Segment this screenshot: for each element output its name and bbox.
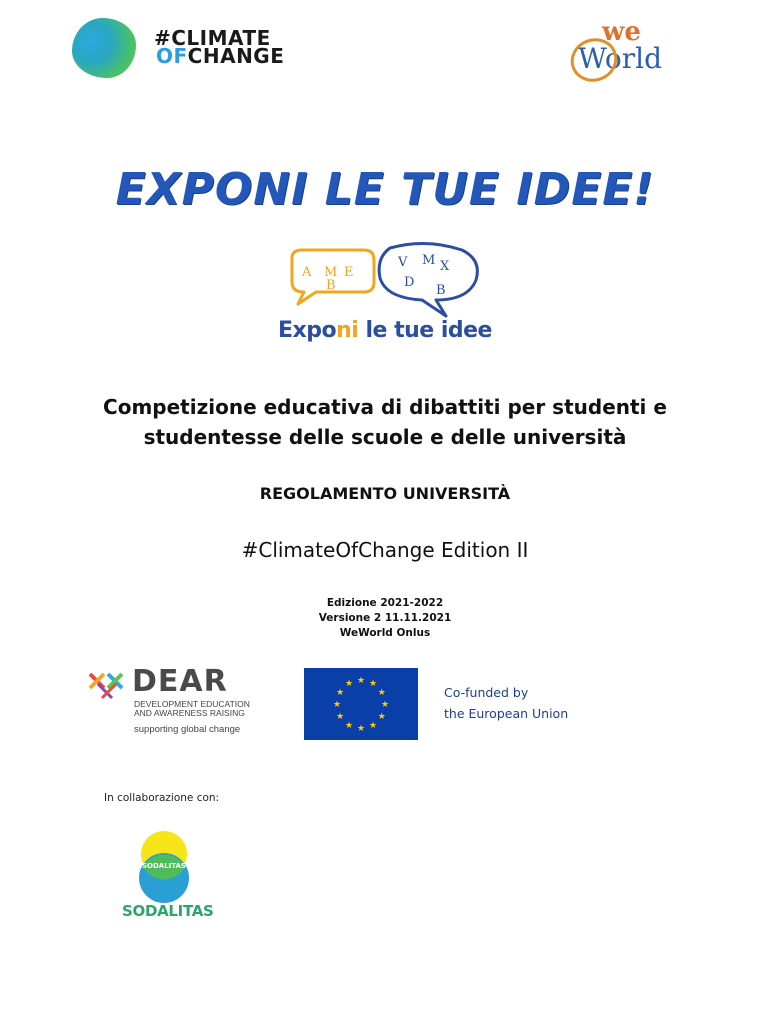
eu-star-icon: ★ bbox=[377, 687, 386, 697]
edition-title: #ClimateOfChange Edition II bbox=[241, 538, 529, 562]
svg-text:B: B bbox=[326, 278, 336, 293]
sodalitas-circles-icon bbox=[118, 830, 214, 904]
weworld-world-text: World bbox=[578, 42, 662, 75]
page-title: EXPONI LE TUE IDEE! bbox=[115, 164, 655, 215]
climate-of-change-logo bbox=[72, 18, 285, 82]
eu-star-icon: ★ bbox=[336, 687, 345, 697]
sodalitas-wordmark: SODALITAS bbox=[122, 902, 214, 920]
weworld-logo bbox=[568, 14, 700, 86]
meta-version: Versione 2 11.11.2021 bbox=[318, 612, 452, 624]
eu-star-icon: ★ bbox=[377, 711, 386, 721]
svg-text:B: B bbox=[436, 283, 446, 298]
eu-star-icon: ★ bbox=[368, 719, 378, 730]
subtitle-line-2: studentesse delle scuole e delle università bbox=[143, 425, 627, 449]
eu-line-1: Co-funded by bbox=[444, 685, 529, 700]
subtitle bbox=[60, 392, 710, 452]
dear-tagline: supporting global change bbox=[134, 724, 241, 735]
dear-subtitle: DEVELOPMENT EDUCATION AND AWARENESS RAISING bbox=[134, 699, 250, 718]
dear-wordmark: DEAR bbox=[132, 664, 228, 699]
regolamento-heading: REGOLAMENTO UNIVERSITÀ bbox=[259, 484, 511, 503]
eu-star-icon: ★ bbox=[356, 675, 366, 685]
eu-star-icon: ★ bbox=[336, 711, 345, 721]
eu-cofunded-text bbox=[444, 682, 568, 724]
svg-text:D: D bbox=[404, 275, 415, 290]
climate-logo-line2: OFCHANGE bbox=[156, 44, 285, 68]
eu-flag bbox=[304, 668, 418, 740]
svg-text:SODALITAS: SODALITAS bbox=[142, 862, 186, 870]
svg-text:M: M bbox=[422, 253, 436, 268]
svg-text:X: X bbox=[440, 259, 450, 274]
sodalitas-logo bbox=[118, 830, 214, 926]
eu-star-icon: ★ bbox=[344, 678, 354, 689]
speech-bubbles-icon bbox=[286, 238, 486, 324]
svg-text:A: A bbox=[302, 265, 312, 280]
eu-star-icon: ★ bbox=[368, 678, 378, 689]
eu-star-icon: ★ bbox=[344, 719, 354, 730]
meta-org: WeWorld Onlus bbox=[339, 627, 431, 639]
dear-logo bbox=[86, 664, 256, 740]
climate-blob-icon bbox=[72, 18, 136, 78]
eu-line-2: the European Union bbox=[444, 706, 569, 721]
subtitle-line-1: Competizione educativa di dibattiti per studenti e bbox=[103, 395, 667, 419]
eu-star-icon: ★ bbox=[332, 699, 342, 709]
edition-meta bbox=[0, 596, 770, 641]
svg-text:M: M bbox=[324, 265, 338, 280]
svg-text:E: E bbox=[344, 265, 354, 280]
meta-edition: Edizione 2021-2022 bbox=[326, 597, 444, 609]
dear-arrows-icon bbox=[86, 670, 130, 700]
bubbles-caption: Exponi le tue idee bbox=[278, 318, 492, 343]
svg-text:V: V bbox=[398, 255, 408, 270]
collaboration-label: In collaborazione con: bbox=[104, 792, 220, 804]
weworld-we-text: we bbox=[602, 17, 641, 47]
eu-stars-icon bbox=[304, 668, 418, 740]
eu-star-icon: ★ bbox=[356, 723, 366, 733]
climate-logo-line1: #CLIMATE bbox=[154, 26, 271, 50]
eu-star-icon: ★ bbox=[380, 699, 390, 709]
